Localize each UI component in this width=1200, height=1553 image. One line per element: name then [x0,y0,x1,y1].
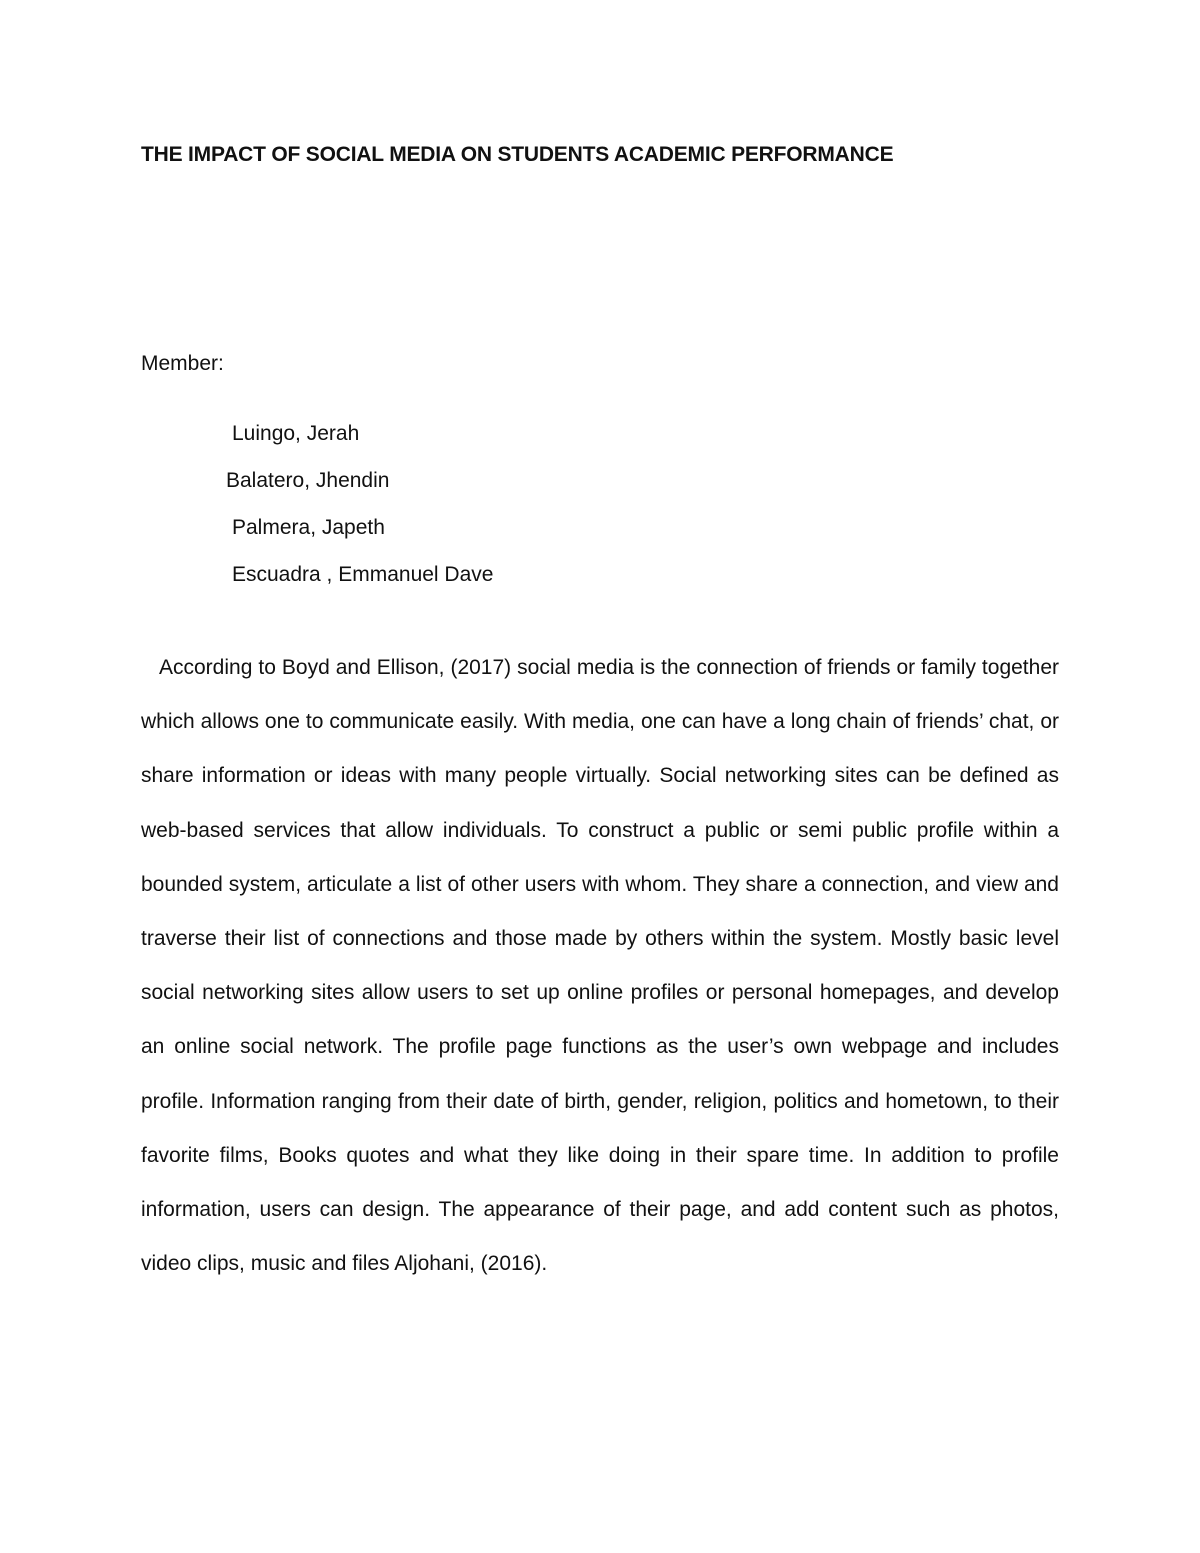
member-name: Luingo, Jerah [232,422,360,445]
member-name: Balatero, Jhendin [226,469,390,492]
body-paragraph: According to Boyd and Ellison, (2017) social media is the connection of friends or family together which allows one to communicate easily. With media, one can have a long chain of friends’ chat, or share information or ideas with many people virtually. Social networking sites can be defined as web-based services that allow individuals. To construct a public or semi public profile within a bounded system, articulate a list of other users with whom. They share a connection, and view and traverse their list of connections and those made by others within the system. Mostly basic level social networking sites allow users to set up online profiles or personal homepages, and develop an online social network. The profile page functions as the user’s own webpage and includes profile. Information ranging from their date of birth, gender, religion, politics and hometown, to their favorite films, Books quotes and what they like doing in their spare time. In addition to profile information, users can design. The appearance of their page, and add content such as photos, video clips, music and files Aljohani, (2016). [141,656,1059,1276]
members-label: Member: [141,352,224,375]
member-name: Palmera, Japeth [232,516,385,539]
document-title: THE IMPACT OF SOCIAL MEDIA ON STUDENTS ACADEMIC PERFORMANCE [141,143,894,166]
member-name: Escuadra , Emmanuel Dave [232,563,494,586]
